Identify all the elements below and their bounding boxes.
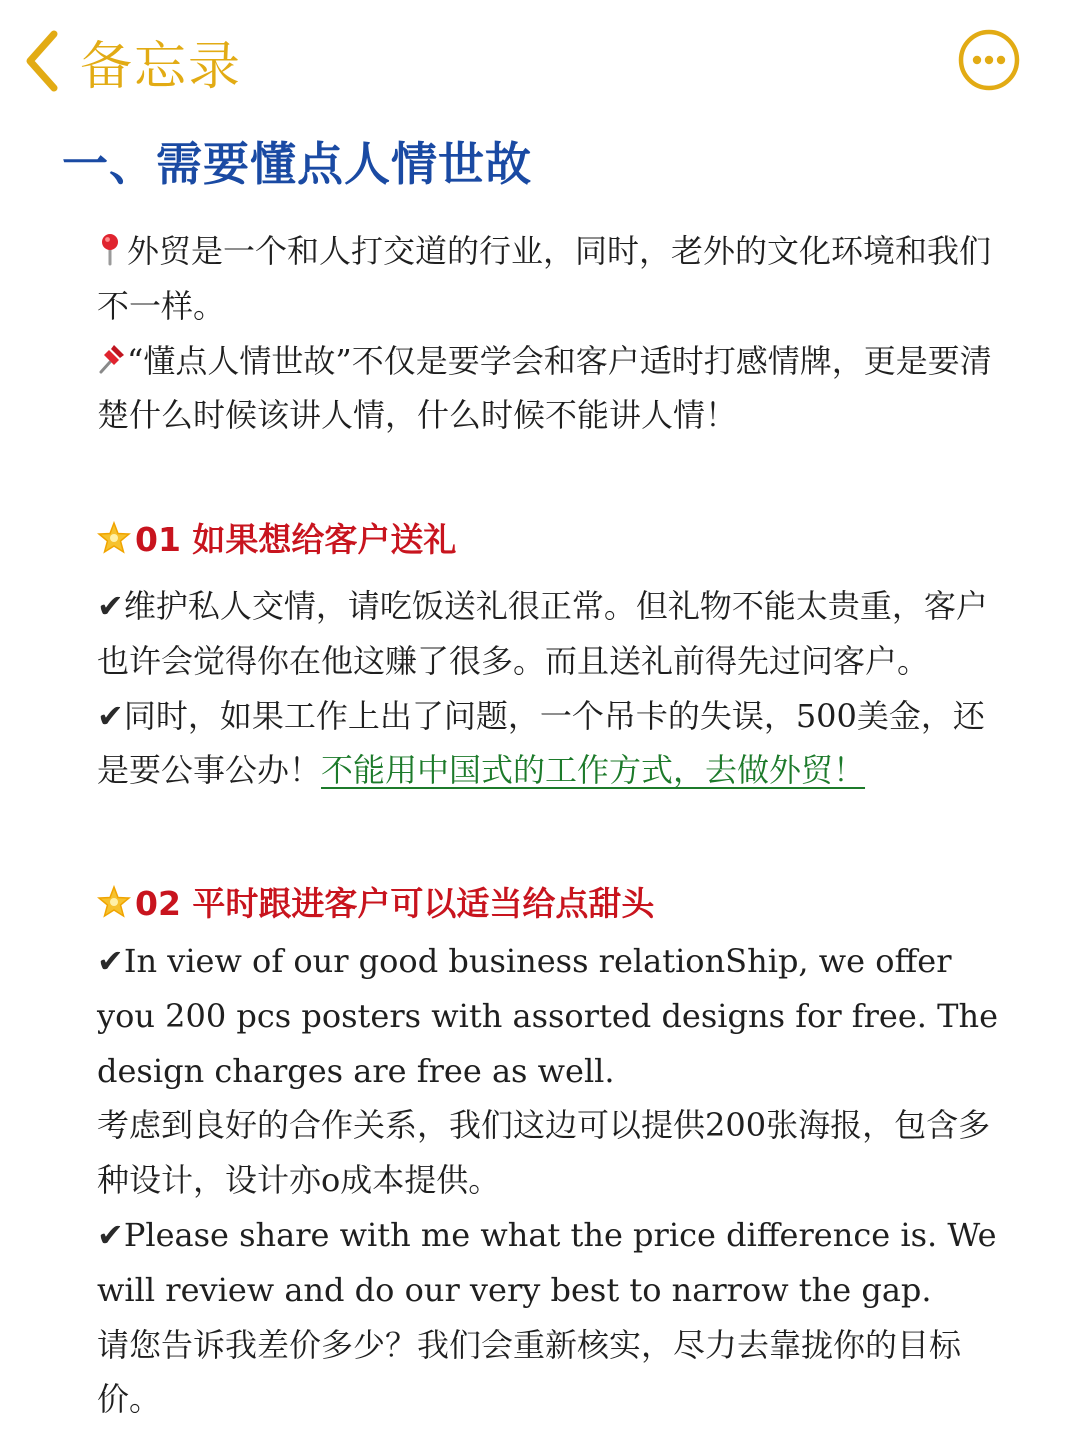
section-2-english-1	[97, 934, 1012, 1098]
chevron-left-icon	[22, 26, 62, 96]
section-2-english-2	[97, 1208, 1012, 1318]
section-1-heading	[97, 514, 456, 561]
section-1-text-2: 同时，如果工作上出了问题，一个吊卡的失误，500美金，还是要公事公办！	[97, 696, 985, 790]
highlight-link[interactable]: 不能用中国式的工作方式，去做外贸！	[321, 751, 866, 790]
intro-paragraph-2	[97, 334, 1012, 444]
section-1-paragraph-2	[97, 689, 1012, 799]
back-button[interactable]	[22, 26, 242, 96]
section-2-title: 02 平时跟进客户可以适当给点甜头	[135, 884, 655, 923]
section-1-paragraph-1	[97, 579, 1012, 689]
section-2-chinese-2	[97, 1318, 1012, 1428]
intro-block	[97, 224, 1012, 443]
section-2-en-text-2: Please share with me what the price difference is. We will review and do our very best to narrow the gap.	[97, 1215, 997, 1309]
check-mark-icon: ✔	[97, 1215, 124, 1254]
intro-paragraph-1	[97, 224, 1012, 334]
section-1-title: 01 如果想给客户送礼	[135, 520, 457, 559]
glowing-star-icon	[97, 521, 131, 555]
section-2-en-text-1: In view of our good business relationShip, we offer you 200 pcs posters with assorted designs for free. The design charges are free as well.	[97, 942, 999, 1090]
section-1-block	[97, 579, 1012, 798]
section-2-chinese-1	[97, 1098, 1012, 1208]
page-title: 一、需要懂点人情世故	[62, 137, 532, 191]
check-mark-icon: ✔	[97, 696, 124, 735]
section-2-block	[97, 934, 1012, 1427]
pushpin-icon	[97, 342, 127, 376]
back-label: 备忘录	[80, 36, 243, 97]
section-1-text-1: 维护私人交情，请吃饭送礼很正常。但礼物不能太贵重，客户也许会觉得你在他这赚了很多。而且送礼前得先过问客户。	[97, 587, 988, 680]
section-2-cn-text-2: 请您告诉我差价多少？我们会重新核实，尽力去靠拢你的目标价。	[97, 1325, 962, 1419]
check-mark-icon: ✔	[97, 587, 124, 625]
round-pushpin-icon	[97, 232, 127, 266]
check-mark-icon: ✔	[97, 942, 124, 980]
more-dots-icon[interactable]	[957, 28, 1021, 92]
section-2-heading	[97, 878, 654, 925]
glowing-star-icon	[97, 885, 131, 919]
intro-text-2: “懂点人情世故”不仅是要学会和客户适时打感情牌，更是要清楚什么时候该讲人情，什么时候不能讲人情！	[97, 341, 992, 435]
nav-bar	[0, 0, 1080, 120]
intro-text-1: 外贸是一个和人打交道的行业，同时，老外的文化环境和我们不一样。	[97, 232, 992, 325]
section-2-cn-text-1: 考虑到良好的合作关系，我们这边可以提供200张海报，包含多种设计，设计亦o成本提供。	[97, 1106, 991, 1200]
